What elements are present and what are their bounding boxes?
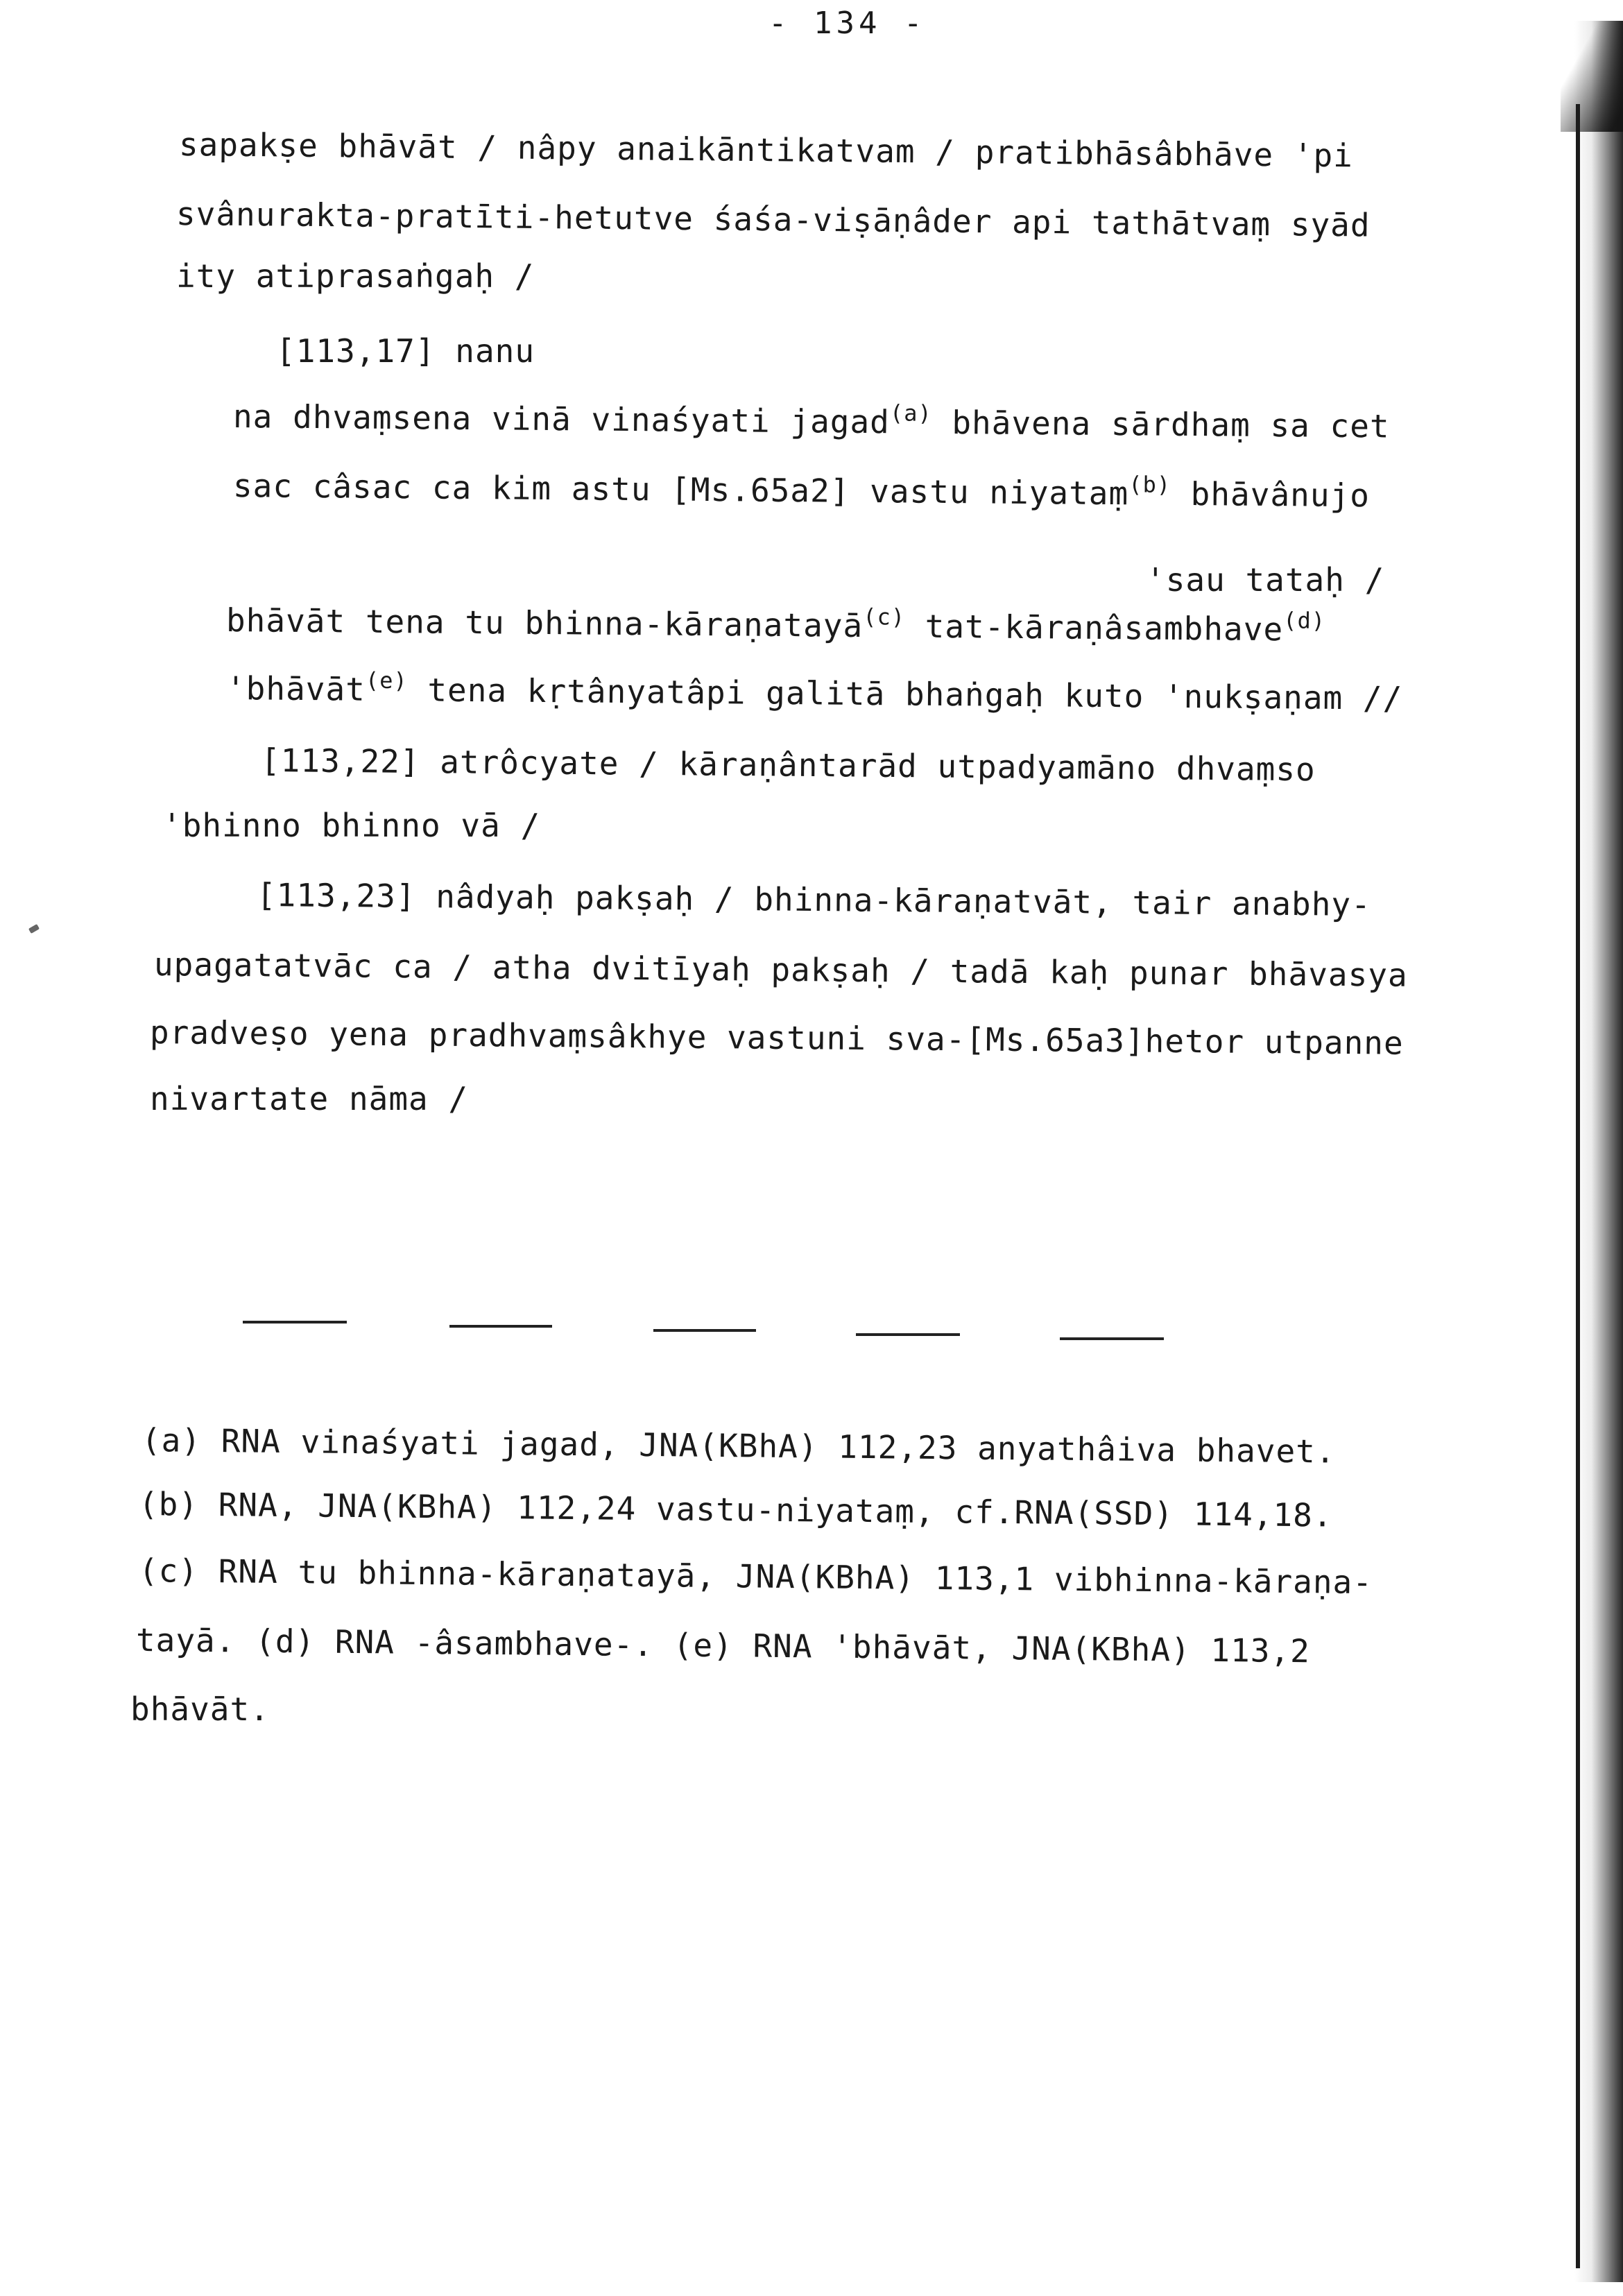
verse-line: 'bhāvāt$^{(e)}$ tena kṛtânyatâpi galitā bhaṅgaḥ kuto 'nukṣaṇam //	[225, 667, 1403, 717]
separator-dash	[1060, 1337, 1164, 1340]
footnote-marker-e: (e)	[365, 667, 408, 694]
page-edge-shadow	[1574, 21, 1623, 2282]
separator-dash	[856, 1333, 960, 1336]
separator-dash	[449, 1325, 552, 1328]
section-ref-line: [113,17] nanu	[276, 332, 535, 370]
body-line: pradveṣo yena pradhvaṃsâkhye vastuni sva-[Ms.65a3]hetor utpanne	[149, 1013, 1404, 1062]
page-edge-line	[1576, 104, 1580, 2268]
footnote: bhāvāt.	[130, 1690, 270, 1728]
separator-dash	[653, 1329, 756, 1332]
verse-line: bhāvāt tena tu bhinna-kāraṇatayā$^{(c)}$ tat-kāraṇâsambhave$^{(d)}$	[225, 601, 1326, 649]
separator-dash	[243, 1321, 347, 1323]
body-line: [113,23] nâdyaḥ pakṣaḥ / bhinna-kāraṇatvāt, tair anabhy-	[256, 876, 1372, 924]
verse-line: sac câsac ca kim astu [Ms.65a2] vastu niyataṃ$^{(b)}$ bhāvânujo	[232, 467, 1371, 515]
body-line: [113,22] atrôcyate / kāraṇântarād utpadyamāno dhvaṃso	[260, 742, 1316, 789]
footnote: (b) RNA, JNA(KBhA) 112,24 vastu-niyataṃ, cf.RNA(SSD) 114,18.	[138, 1485, 1333, 1534]
scan-speck	[28, 924, 40, 934]
footnote-marker-a: (a)	[889, 400, 932, 427]
page-number: - 134 -	[768, 6, 927, 41]
body-line: svânurakta-pratīti-hetutve śaśa-viṣāṇâder api tathātvaṃ syād	[175, 195, 1371, 244]
page-corner-shadow	[1561, 21, 1623, 132]
body-line: 'bhinno bhinno vā /	[162, 807, 541, 844]
body-line: ity atiprasaṅgaḥ /	[176, 257, 535, 295]
body-line: upagatatvāc ca / atha dvitīyaḥ pakṣaḥ / tadā kaḥ punar bhāvasya	[153, 945, 1408, 994]
verse-line: na dhvaṃsena vinā vinaśyati jagad$^{(a)}$ bhāvena sārdhaṃ sa cet	[232, 397, 1390, 445]
footnote-marker-c: (c)	[863, 603, 906, 631]
footnote: tayā. (d) RNA -âsambhave-. (e) RNA 'bhāvāt, JNA(KBhA) 113,2	[135, 1621, 1311, 1670]
footnote: (c) RNA tu bhinna-kāraṇatayā, JNA(KBhA) 113,1 vibhinna-kāraṇa-	[138, 1552, 1373, 1602]
footnote: (a) RNA vinaśyati jagad, JNA(KBhA) 112,23 anyathâiva bhavet.	[141, 1421, 1336, 1471]
body-line: nivartate nāma /	[150, 1080, 469, 1117]
footnote-marker-b: (b)	[1128, 471, 1171, 498]
footnote-marker-d: (d)	[1283, 607, 1326, 634]
body-line: sapakṣe bhāvāt / nâpy anaikāntikatvam / pratibhāsâbhāve 'pi	[178, 126, 1354, 175]
verse-line: 'sau tataḥ /	[1146, 561, 1385, 599]
